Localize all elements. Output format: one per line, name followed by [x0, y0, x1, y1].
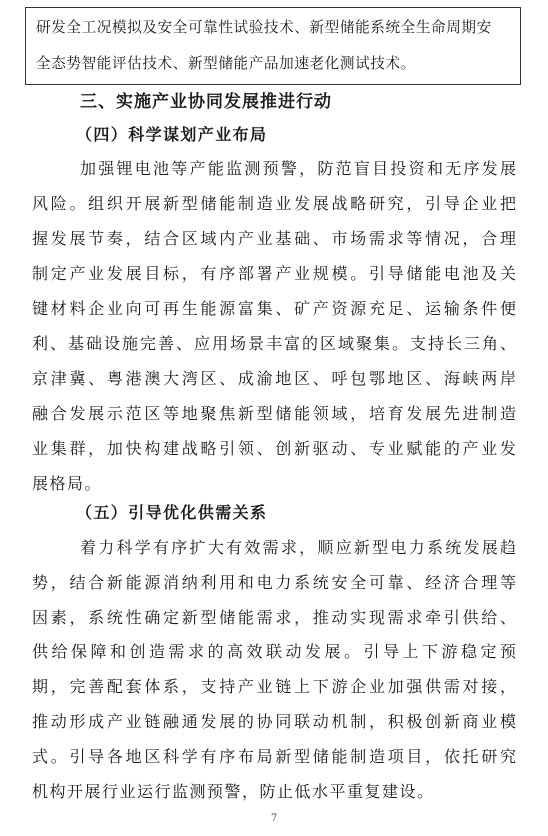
paragraph-line: 着力科学有序扩大有效需求，顺应新型电力系统发展趋 [80, 538, 516, 557]
paragraph-line: 加强锂电池等产能监测预警，防范盲目投资和无序发展 [80, 159, 516, 178]
paragraph-line: 融合发展示范区等地聚焦新型储能领域，培育发展先进制造 [32, 404, 516, 423]
paragraph-line: 式。引导各地区科学有序布局新型储能制造项目，依托研究 [32, 747, 516, 766]
box-line-1: 研发全工况模拟及安全可靠性试验技术、新型储能系统全生命周期安 [36, 19, 492, 36]
paragraph-line: 制定产业发展目标，有序部署产业规模。引导储能电池及关 [32, 264, 516, 283]
paragraph-line: 京津冀、粤港澳大湾区、成渝地区、呼包鄂地区、海峡两岸 [32, 369, 516, 388]
paragraph-line: 风险。组织开展新型储能制造业发展战略研究，引导企业把 [32, 194, 516, 213]
paragraph-line: 展格局。 [32, 474, 103, 493]
paragraph-line: 机构开展行业运行监测预警，防止低水平重复建设。 [32, 782, 435, 801]
paragraph-line: 因素，系统性确定新型储能需求，推动实现需求牵引供给、 [32, 608, 516, 627]
paragraph-line: 握发展节奏，结合区域内产业基础、市场需求等情况，合理 [32, 229, 516, 248]
page-number: 7 [270, 813, 278, 824]
paragraph-line: 势，结合新能源消纳利用和电力系统安全可靠、经济合理等 [32, 573, 516, 592]
subsection-4-title: （四）科学谋划产业布局 [76, 125, 268, 144]
paragraph-line: 期，完善配套体系，支持产业链上下游企业加强供需对接， [32, 677, 516, 696]
paragraph-line: 键材料企业向可再生能源富集、矿产资源充足、运输条件便 [32, 299, 516, 318]
paragraph-line: 业集群，加快构建战略引领、创新驱动、专业赋能的产业发 [32, 439, 516, 458]
paragraph-line: 推动形成产业链融通发展的协同联动机制，积极创新商业模 [32, 712, 516, 731]
paragraph-line: 利、基础设施完善、应用场景丰富的区域聚集。支持长三角、 [32, 334, 516, 353]
subsection-5-title: （五）引导优化供需关系 [76, 503, 268, 522]
continued-text-box [25, 7, 521, 85]
box-line-2: 全态势智能评估技术、新型储能产品加速老化测试技术。 [36, 55, 416, 72]
section-heading: 三、实施产业协同发展推进行动 [80, 92, 332, 112]
paragraph-line: 供给保障和创造需求的高效联动发展。引导上下游稳定预 [32, 642, 516, 661]
